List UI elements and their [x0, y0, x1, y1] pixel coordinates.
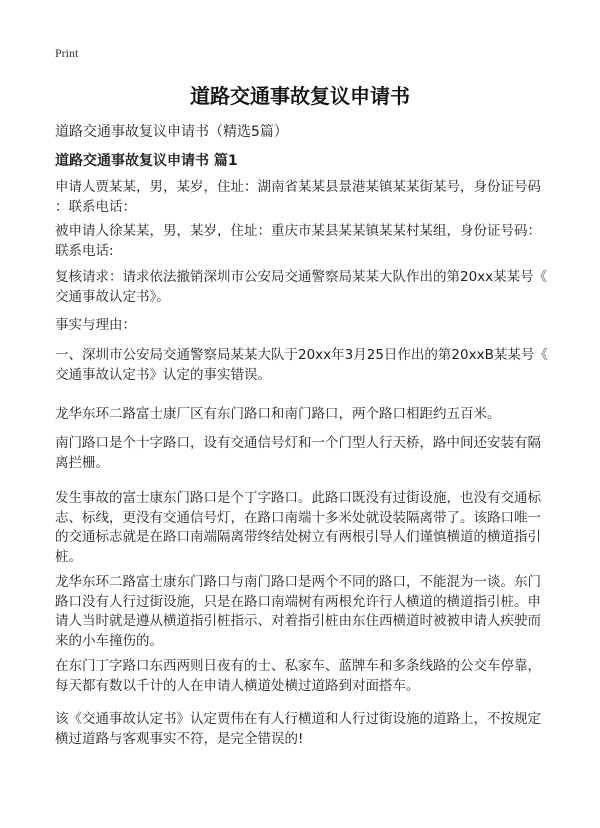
paragraph — [55, 222, 575, 261]
paragraph-line: 在东门丁字路口东西两则日夜有的士、私家车、蓝牌车和多条线路的公交车停靠， — [55, 658, 541, 674]
paragraph-line: 龙华东环二路富士康东门路口与南门路口是两个不同的路口，不能混为一谈。东门 — [55, 574, 541, 590]
paragraph — [55, 434, 575, 473]
paragraph-line: 路口没有人行过街设施，只是在路口南端树有两根允许行人横道的横道指引桩。申 — [55, 593, 541, 610]
paragraph-line: 一、深圳市公安局交通警察局某某大队于20xx年3月25日作出的第20xxB某某号《 — [55, 347, 548, 363]
paragraph-line: 离拦栅。 — [55, 454, 109, 471]
paragraph-line: 申请人贾某某，男，某岁，住址：湖南省某某县景港某镇某某街某号，身份证号码 — [55, 179, 541, 195]
paragraph-line: 被申请人徐某某，男，某岁，住址：重庆市某县某某镇某某村某组，身份证号码： — [55, 223, 541, 239]
document-subtitle: 道路交通事故复议申请书（精选5篇） — [55, 124, 288, 140]
paragraph — [55, 657, 575, 696]
paragraph-line: 发生事故的富士康东门路口是个丁字路口。此路口既没有过街设施，也没有交通标 — [55, 490, 541, 506]
paragraph-line: 横过道路与客观事实不符，是完全错误的! — [55, 730, 304, 747]
paragraph-line: 联系电话: — [55, 242, 114, 259]
paragraph — [55, 178, 575, 217]
paragraph — [55, 346, 575, 385]
paragraph — [55, 268, 575, 307]
paragraph-line: 交通事故认定书》。 — [55, 288, 170, 305]
paragraph — [55, 405, 575, 425]
paragraph — [55, 316, 575, 336]
paragraph-line: 来的小车撞伤的。 — [55, 632, 163, 649]
paragraph-line: 交通事故认定书》认定的事实错误。 — [55, 366, 271, 383]
paragraph-line: 该《交通事故认定书》认定贾伟在有人行横道和人行过街设施的道路上，不按规定 — [55, 711, 541, 727]
paragraph-line: 事实与理由： — [55, 317, 136, 333]
paragraph — [55, 710, 575, 749]
paragraph-line: 请人当时就是遵从横道指引桩指示、对着指引桩由东住西横道时被被申请人疾驶而 — [55, 613, 541, 629]
paragraph-line: 南门路口是个十字路口，设有交通信号灯和一个门型人行天桥，路中间还安装有隔 — [55, 435, 541, 451]
paragraph — [55, 573, 575, 651]
paragraph-line: 志、标线，更没有交通信号灯，在路口南端十多米处就设装隔离带了。该路口唯一 — [55, 509, 541, 526]
paragraph-line: ：联系电话： — [55, 198, 136, 215]
paragraph-line: 的交通标志就是在路口南端隔离带终结处树立有两根引导人们谨慎横道的横道指引 — [55, 529, 541, 545]
section-heading: 道路交通事故复议申请书 篇1 — [55, 153, 238, 169]
paragraph-line: 桩。 — [55, 548, 82, 565]
paragraph-line: 复核请求：请求依法撤销深圳市公安局交通警察局某某大队作出的第20xx某某号《 — [55, 269, 548, 285]
paragraph — [55, 489, 575, 567]
paragraph-line: 龙华东环二路富士康厂区有东门路口和南门路口，两个路口相距约五百米。 — [55, 406, 501, 422]
print-link[interactable]: Print — [55, 46, 79, 60]
paragraph-line: 每天都有数以千计的人在申请人横道处横过道路到对面搭车。 — [55, 677, 420, 694]
document-title: 道路交通事故复议申请书 — [190, 84, 410, 108]
